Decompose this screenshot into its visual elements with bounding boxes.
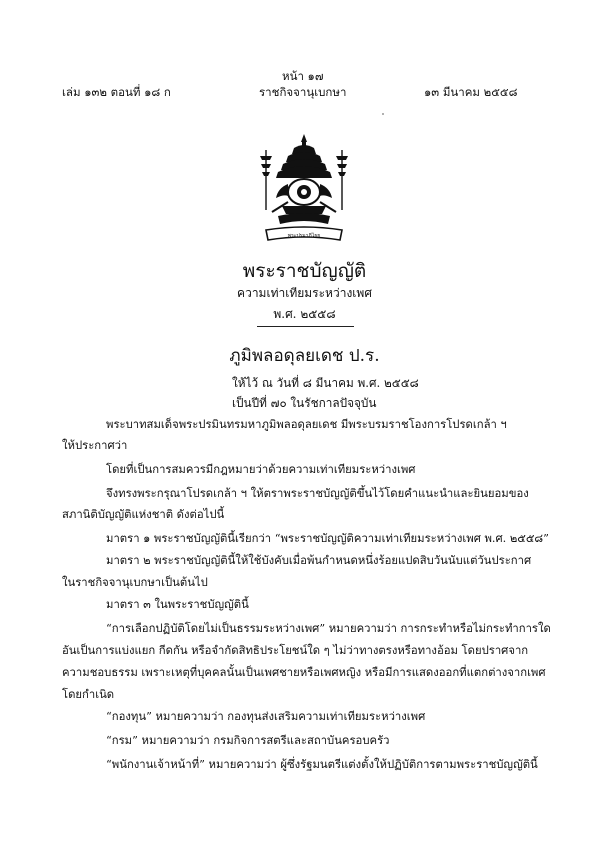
body-line: สภานิติบัญญัติแห่งชาติ ดังต่อไปนี้	[62, 508, 225, 521]
given-date: ให้ไว้ ณ วันที่ ๘ มีนาคม พ.ศ. ๒๕๕๘	[232, 376, 419, 390]
definition-fund: “กองทุน” หมายความว่า กองทุนส่งเสริมความเท่าเทียมระหว่างเพศ	[106, 710, 426, 723]
body-line: ในราชกิจจานุเบกษาเป็นต้นไป	[62, 576, 208, 589]
page-number: หน้า ๑๗	[282, 69, 324, 83]
section-1: มาตรา ๑ พระราชบัญญัตินี้เรียกว่า “พระราชบัญญัติความเท่าเทียมระหว่างเพศ พ.ศ. ๒๕๕๘”	[106, 532, 549, 545]
definition-department: “กรม” หมายความว่า กรมกิจการสตรีและสถาบันครอบครัว	[106, 734, 390, 747]
body-line: โดยที่เป็นการสมควรมีกฎหมายว่าด้วยความเท่าเทียมระหว่างเพศ	[106, 463, 416, 476]
king-signature: ภูมิพลอดุลยเดช ป.ร.	[229, 346, 380, 366]
section-2: มาตรา ๒ พระราชบัญญัตินี้ให้ใช้บังคับเมื่อพ้นกำหนดหนึ่งร้อยแปดสิบวันนับแต่วันประกาศ	[106, 554, 532, 567]
body-line: ความชอบธรรม เพราะเหตุที่บุคคลนั้นเป็นเพศชายหรือเพศหญิง หรือมีการแสดงออกที่แตกต่างจากเพศ	[62, 666, 546, 679]
act-year: พ.ศ. ๒๕๕๘	[273, 307, 336, 321]
body-line: อันเป็นการแบ่งแยก กีดกัน หรือจำกัดสิทธิประโยชน์ใด ๆ ไม่ว่าทางตรงหรือทางอ้อม โดยปราศจาก	[62, 644, 529, 657]
act-subject: ความเท่าเทียมระหว่างเพศ	[237, 286, 372, 300]
definition-officer: “พนักงานเจ้าหน้าที่” หมายความว่า ผู้ซึ่งรัฐมนตรีแต่งตั้งให้ปฏิบัติการตามพระราชบัญญัตินี้	[106, 758, 538, 771]
seal-banner-text: พระปรมาภิไธย	[287, 233, 321, 239]
section-3: มาตรา ๓ ในพระราชบัญญัตินี้	[106, 598, 249, 611]
definition-discrimination: “การเลือกปฏิบัติโดยไม่เป็นธรรมระหว่างเพศ” หมายความว่า การกระทำหรือไม่กระทำการใด	[106, 622, 551, 635]
volume-issue: เล่ม ๑๓๒ ตอนที่ ๑๘ ก	[62, 85, 171, 99]
body-line: พระบาทสมเด็จพระปรมินทรมหาภูมิพลอดุลยเดช มีพระบรมราชโองการโปรดเกล้า ฯ	[106, 418, 507, 431]
gazette-date: ๑๓ มีนาคม ๒๕๕๘	[424, 85, 518, 99]
reign-year: เป็นปีที่ ๗๐ ในรัชกาลปัจจุบัน	[232, 396, 377, 410]
body-line: ให้ประกาศว่า	[62, 439, 128, 452]
speck	[382, 113, 384, 115]
body-line: จึงทรงพระกรุณาโปรดเกล้า ฯ ให้ตราพระราชบัญญัติขึ้นไว้โดยคำแนะนำและยินยอมของ	[106, 487, 529, 500]
garuda-royal-seal-icon	[258, 132, 350, 250]
gazette-name: ราชกิจจานุเบกษา	[259, 85, 347, 99]
act-title: พระราชบัญญัติ	[242, 260, 367, 282]
title-divider	[257, 326, 354, 327]
body-line: โดยกำเนิด	[62, 688, 115, 701]
